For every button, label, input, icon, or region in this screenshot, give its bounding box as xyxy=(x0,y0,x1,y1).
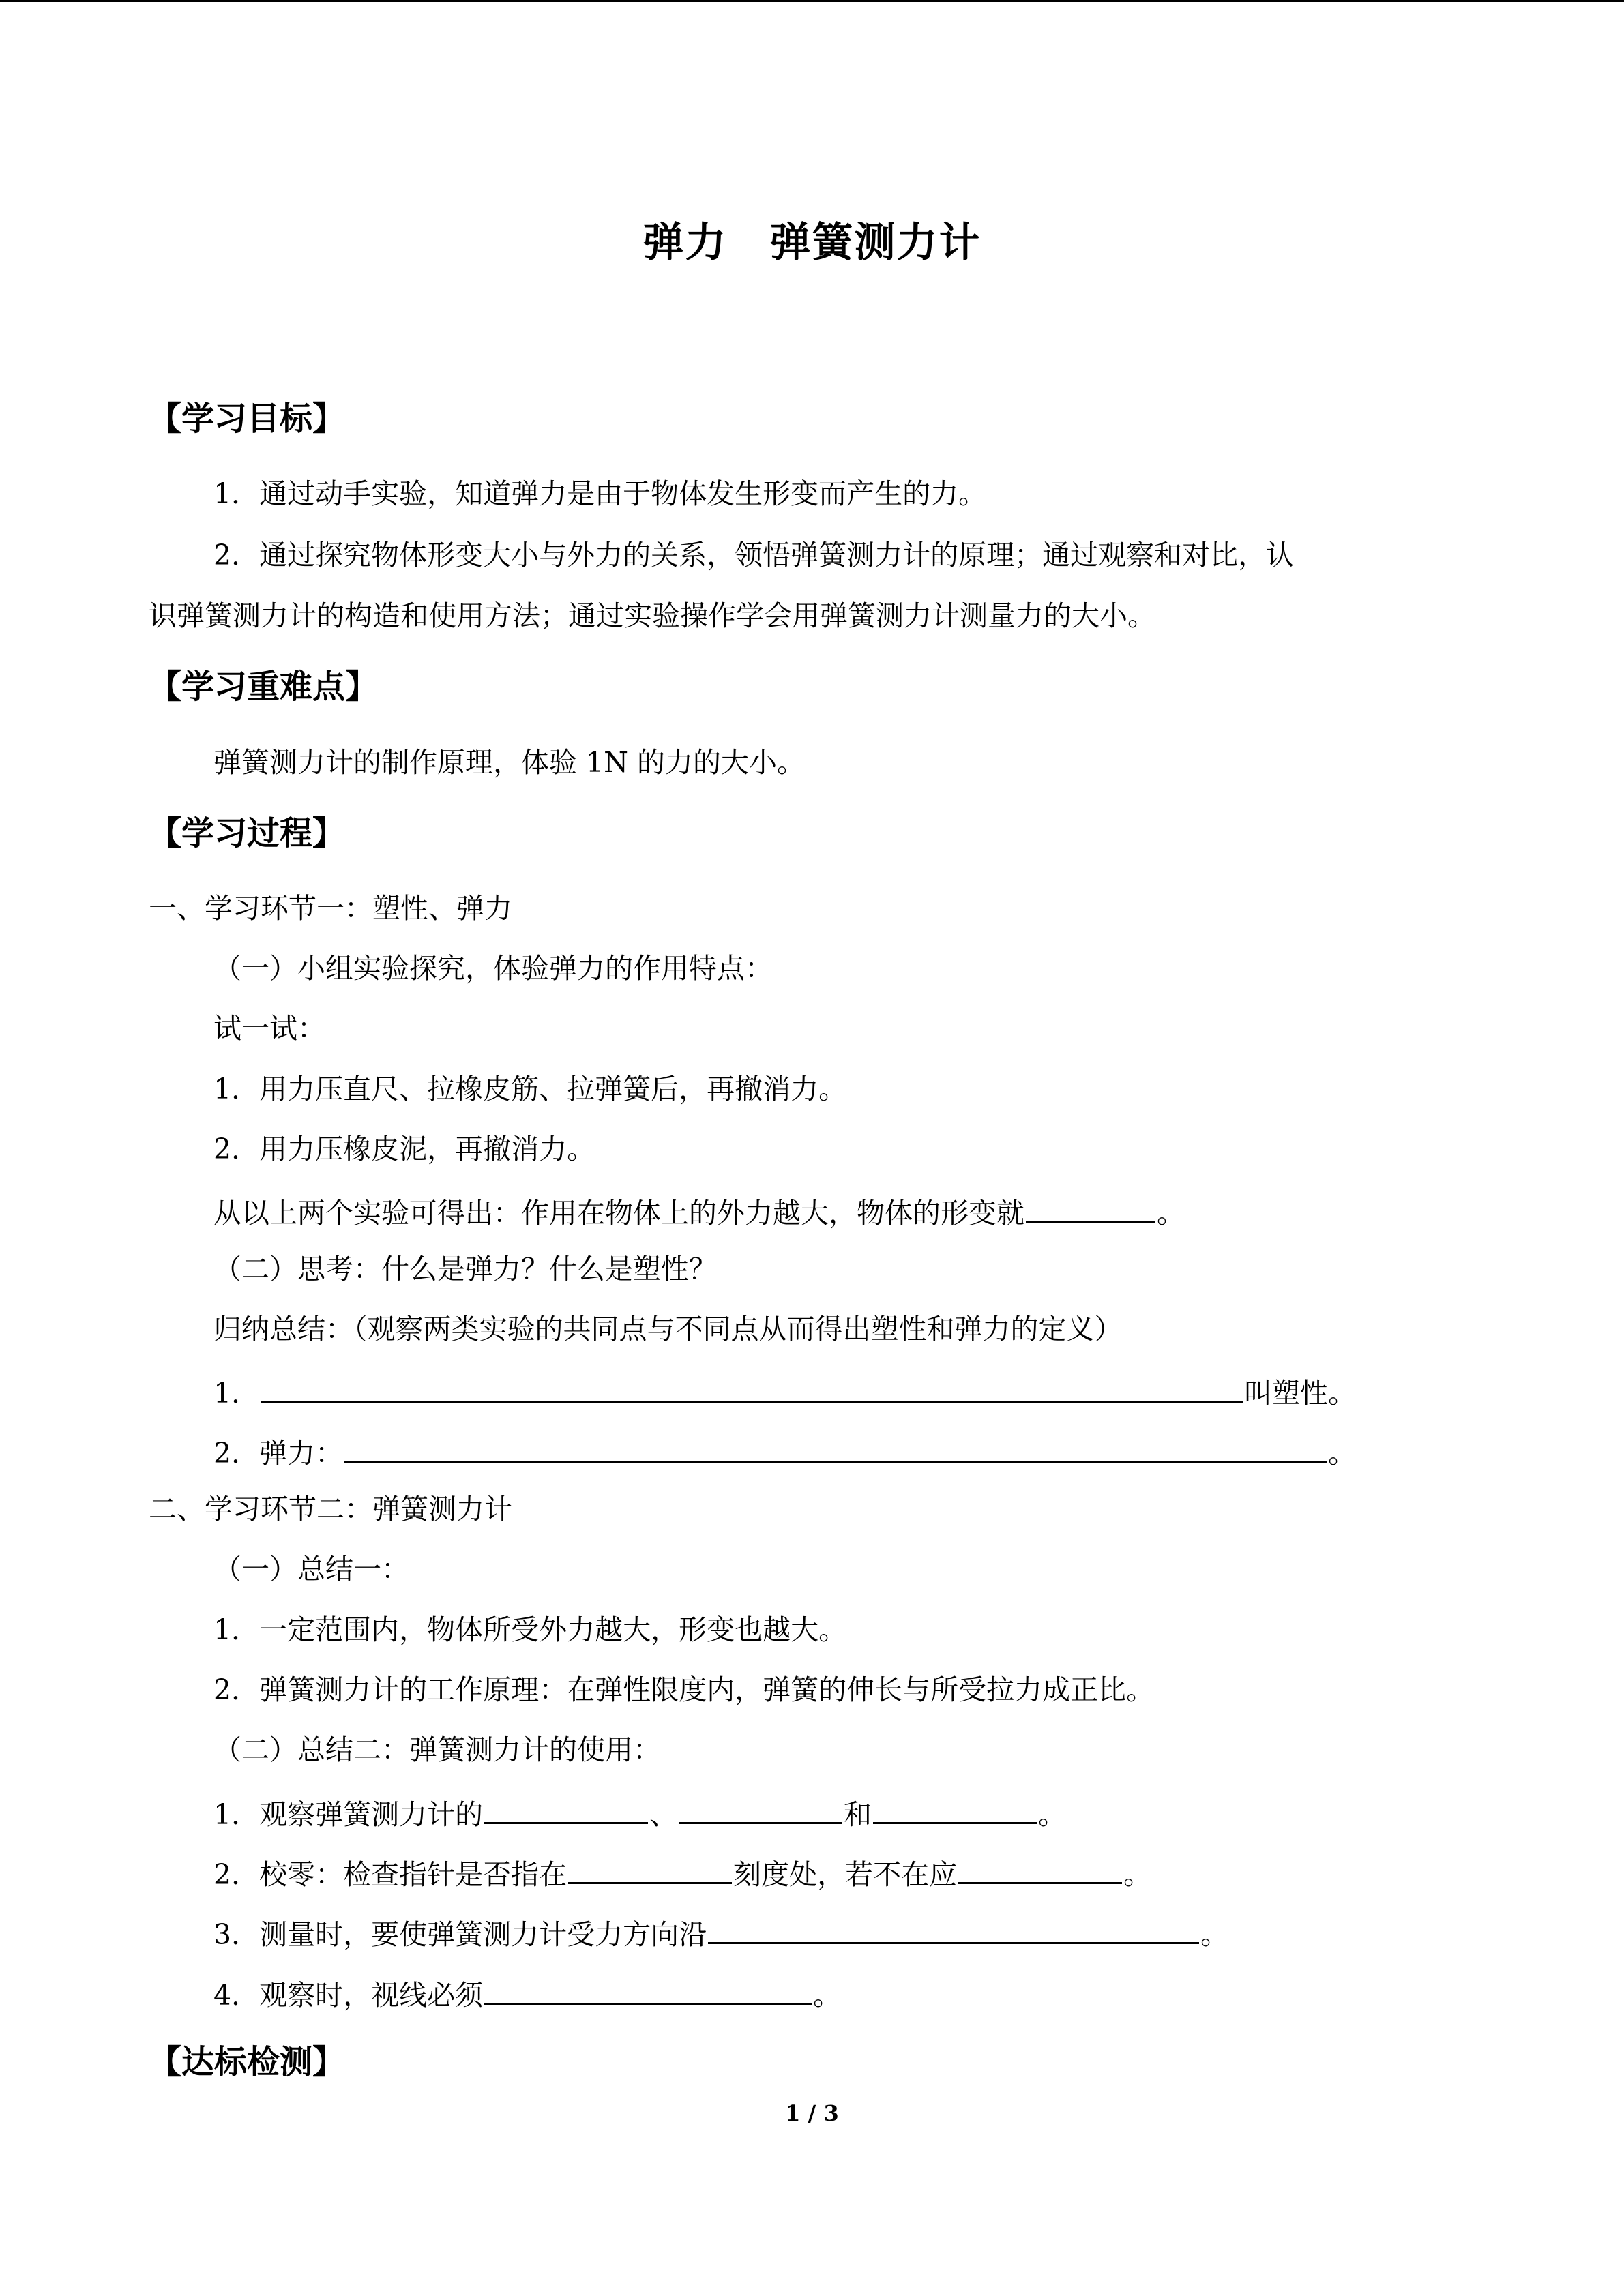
section1-title: 一、学习环节一：塑性、弹力 xyxy=(149,892,512,925)
section2-sub2: （二）总结二：弹簧测力计的使用： xyxy=(213,1733,661,1766)
def2-prefix: 2．弹力： xyxy=(213,1437,344,1470)
fill-blank[interactable] xyxy=(1026,1192,1155,1223)
section2-use2 xyxy=(213,1853,1151,1892)
section1-conclusion xyxy=(213,1192,1185,1230)
section1-summary: 归纳总结：（观察两类实验的共同点与不同点从而得出塑性和弹力的定义） xyxy=(213,1313,1123,1345)
use1-text-d: 。 xyxy=(1038,1798,1067,1831)
top-border-line xyxy=(0,0,1624,2)
heading-test: 【达标检测】 xyxy=(149,2043,346,2081)
section2-point1: 1．一定范围内，物体所受外力越大，形变也越大。 xyxy=(213,1613,847,1646)
section2-point2: 2．弹簧测力计的工作原理：在弹性限度内，弹簧的伸长与所受拉力成正比。 xyxy=(213,1673,1155,1706)
use1-text-c: 和 xyxy=(844,1798,872,1831)
page-title: 弹力 弹簧测力计 xyxy=(643,219,981,267)
use2-text-c: 。 xyxy=(1123,1858,1152,1891)
def1-prefix: 1． xyxy=(213,1377,260,1410)
def2-suffix: 。 xyxy=(1328,1437,1357,1470)
objective-2-line-2: 识弹簧测力计的构造和使用方法；通过实验操作学会用弹簧测力计测量力的大小。 xyxy=(149,599,1155,632)
conclusion-suffix: 。 xyxy=(1157,1197,1185,1229)
fill-blank[interactable] xyxy=(873,1793,1037,1824)
page-number: 1 / 3 xyxy=(785,2100,839,2126)
fill-blank[interactable] xyxy=(708,1913,1199,1944)
use3-text-b: 。 xyxy=(1200,1918,1229,1951)
section2-use4 xyxy=(213,1974,841,2012)
heading-key-points: 【学习重难点】 xyxy=(149,668,379,706)
objective-2-line-1: 2．通过探究物体形变大小与外力的关系，领悟弹簧测力计的原理；通过观察和对比，认 xyxy=(213,539,1295,571)
use2-text-a: 2．校零：检查指针是否指在 xyxy=(213,1858,567,1891)
use2-text-b: 刻度处，若不在应 xyxy=(733,1858,958,1891)
section2-sub1: （一）总结一： xyxy=(213,1553,409,1585)
use4-text-a: 4．观察时，视线必须 xyxy=(213,1979,484,2012)
use3-text-a: 3．测量时，要使弹簧测力计受力方向沿 xyxy=(213,1918,707,1951)
section1-step1: 1．用力压直尺、拉橡皮筋、拉弹簧后，再撤消力。 xyxy=(213,1073,847,1105)
objective-1: 1．通过动手实验，知道弹力是由于物体发生形变而产生的力。 xyxy=(213,477,987,510)
use1-text-a: 1．观察弹簧测力计的 xyxy=(213,1798,484,1831)
section1-try: 试一试： xyxy=(213,1012,325,1045)
fill-blank[interactable] xyxy=(484,1974,812,2005)
section2-use3 xyxy=(213,1913,1228,1952)
section1-step2: 2．用力压橡皮泥，再撤消力。 xyxy=(213,1133,595,1165)
section1-def2 xyxy=(213,1432,1356,1470)
section1-sub1: （一）小组实验探究，体验弹力的作用特点： xyxy=(213,952,773,985)
use4-text-b: 。 xyxy=(813,1979,842,2012)
fill-blank[interactable] xyxy=(261,1372,1243,1403)
section2-title: 二、学习环节二：弹簧测力计 xyxy=(149,1493,512,1525)
heading-objectives: 【学习目标】 xyxy=(149,400,346,438)
section2-use1 xyxy=(213,1793,1066,1832)
fill-blank[interactable] xyxy=(344,1432,1327,1463)
fill-blank[interactable] xyxy=(958,1853,1122,1884)
conclusion-prefix: 从以上两个实验可得出：作用在物体上的外力越大，物体的形变就 xyxy=(213,1197,1024,1229)
section1-def1 xyxy=(213,1372,1356,1410)
fill-blank[interactable] xyxy=(484,1793,648,1824)
def1-suffix: 叫塑性。 xyxy=(1244,1377,1357,1410)
heading-process: 【学习过程】 xyxy=(149,814,346,852)
use1-text-b: 、 xyxy=(649,1798,678,1831)
fill-blank[interactable] xyxy=(679,1793,842,1824)
fill-blank[interactable] xyxy=(568,1853,732,1884)
key-points-text: 弹簧测力计的制作原理，体验 1N 的力的大小。 xyxy=(213,746,806,779)
section1-sub2: （二）思考：什么是弹力？什么是塑性？ xyxy=(213,1253,717,1285)
